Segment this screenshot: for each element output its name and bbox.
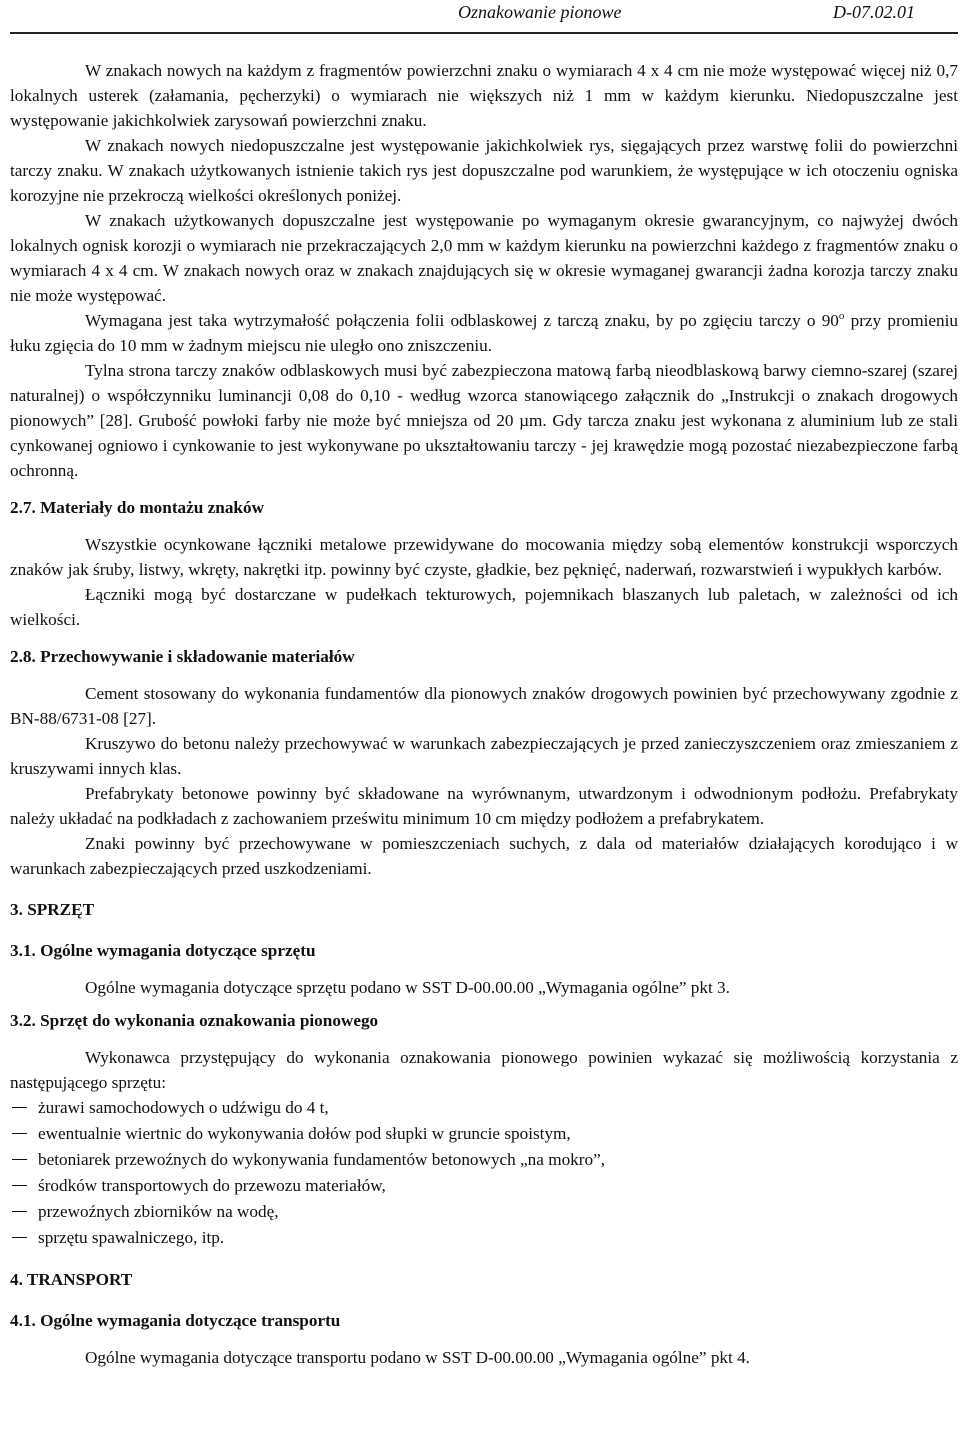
header-divider xyxy=(10,32,958,34)
list-item-text: betoniarek przewoźnych do wykonywania fundamentów betonowych „na mokro”, xyxy=(38,1150,606,1169)
dash-bullet-icon xyxy=(12,1237,27,1238)
section-heading-2-8: 2.8. Przechowywanie i składowanie materiałów xyxy=(10,647,355,666)
paragraph: Wszystkie ocynkowane łączniki metalowe przewidywane do mocowania między sobą elementów konstrukcji wsporczych znaków jak śruby, listwy, wkręty, nakrętki itp. powinny być czyste, gładkie, bez pęknięć, naderwań, rozwarstwień i wypukłych karbów. xyxy=(10,535,958,579)
paragraph-text: Wymagana jest taka wytrzymałość połączenia folii odblaskowej z tarczą znaku, by po zgięciu tarczy o 90 xyxy=(85,311,839,330)
paragraph xyxy=(10,308,958,358)
page-header xyxy=(0,0,960,34)
dash-bullet-icon xyxy=(12,1133,27,1134)
list-item xyxy=(10,1121,958,1147)
paragraph: Cement stosowany do wykonania fundamentów dla pionowych znaków drogowych powinien być przechowywany zgodnie z BN-88/6731-08 [27]. xyxy=(10,684,958,728)
paragraph-text: przy promieniu łuku zgięcia do 10 mm w żadnym miejscu nie uległo ono zniszczeniu. xyxy=(10,311,958,355)
list-item-text: żurawi samochodowych o udźwigu do 4 t, xyxy=(38,1098,329,1117)
list-item xyxy=(10,1147,958,1173)
paragraph: Tylna strona tarczy znaków odblaskowych musi być zabezpieczona matową farbą nieodblaskową barwy ciemno-szarej (szarej naturalnej) o współczynniku luminancji 0,08 do 0,10 - według wzorca stanowiącego załącznik do „Instrukcji o znakach drogowych pionowych” [28]. Grubość powłoki farby nie może być mniejsza od 20 µm. Gdy tarcza znaku jest wykonana z aluminium lub ze stali cynkowanej ogniowo i cynkowanie to jest wykonywane po ukształtowaniu tarczy - jej krawędzie mogą pozostać niezabezpieczone farbą ochronną. xyxy=(10,361,958,480)
degree-superscript: o xyxy=(838,310,845,322)
paragraph: Ogólne wymagania dotyczące transportu podano w SST D-00.00.00 „Wymagania ogólne” pkt 4. xyxy=(85,1348,750,1367)
paragraph: Znaki powinny być przechowywane w pomieszczeniach suchych, z dala od materiałów działających korodująco i w warunkach zabezpieczających przed uszkodzeniami. xyxy=(10,834,958,878)
paragraph: Łączniki mogą być dostarczane w pudełkach tekturowych, pojemnikach blaszanych lub paletach, w zależności od ich wielkości. xyxy=(10,585,958,629)
equipment-list xyxy=(10,1095,958,1251)
paragraph: Prefabrykaty betonowe powinny być składowane na wyrównanym, utwardzonym i odwodnionym podłożu. Prefabrykaty należy układać na podkładach z zachowaniem prześwitu minimum 10 cm między podłożem a prefabrykatem. xyxy=(10,784,958,828)
paragraph: Ogólne wymagania dotyczące sprzętu podano w SST D-00.00.00 „Wymagania ogólne” pkt 3. xyxy=(85,978,730,997)
list-item-text: środków transportowych do przewozu materiałów, xyxy=(38,1176,386,1195)
section-heading-4-1: 4.1. Ogólne wymagania dotyczące transportu xyxy=(10,1311,341,1330)
section-heading-3-2: 3.2. Sprzęt do wykonania oznakowania pionowego xyxy=(10,1011,379,1030)
paragraph: Kruszywo do betonu należy przechowywać w warunkach zabezpieczających je przed zanieczyszczeniem oraz zmieszaniem z kruszywami innych klas. xyxy=(10,734,958,778)
list-item xyxy=(10,1173,958,1199)
paragraph: W znakach nowych niedopuszczalne jest występowanie jakichkolwiek rys, sięgających przez warstwę folii do powierzchni tarczy znaku. W znakach użytkowanych istnienie takich rys jest dopuszczalne pod warunkiem, że występujące w ich otoczeniu ogniska korozyjne nie przekroczą wielkości określonych poniżej. xyxy=(10,136,958,205)
section-heading-3-1: 3.1. Ogólne wymagania dotyczące sprzętu xyxy=(10,941,316,960)
paragraph: Wykonawca przystępujący do wykonania oznakowania pionowego powinien wykazać się możliwością korzystania z następującego sprzętu: xyxy=(10,1048,958,1092)
list-item-text: sprzętu spawalniczego, itp. xyxy=(38,1228,225,1247)
dash-bullet-icon xyxy=(12,1211,27,1212)
header-title: Oznakowanie pionowe xyxy=(458,2,622,22)
list-item-text: ewentualnie wiertnic do wykonywania dołów pod słupki w gruncie spoistym, xyxy=(38,1124,571,1143)
paragraph: W znakach użytkowanych dopuszczalne jest występowanie po wymaganym okresie gwarancyjnym, co najwyżej dwóch lokalnych ognisk korozji o wymiarach nie przekraczających 2,0 mm w każdym kierunku na powierzchni każdego z fragmentów znaku o wymiarach 4 x 4 cm. W znakach nowych oraz w znakach znajdujących się w okresie wymaganej gwarancji żadna korozja tarczy znaku nie może występować. xyxy=(10,211,958,305)
section-heading-4: 4. TRANSPORT xyxy=(10,1270,133,1289)
list-item xyxy=(10,1199,958,1225)
header-document-code: D-07.02.01 xyxy=(833,2,915,22)
list-item xyxy=(10,1095,958,1121)
section-heading-2-7: 2.7. Materiały do montażu znaków xyxy=(10,498,264,517)
section-heading-3: 3. SPRZĘT xyxy=(10,900,95,919)
list-item-text: przewoźnych zbiorników na wodę, xyxy=(38,1202,279,1221)
dash-bullet-icon xyxy=(12,1159,27,1160)
dash-bullet-icon xyxy=(12,1107,27,1108)
document-body xyxy=(10,58,958,1370)
list-item xyxy=(10,1225,958,1251)
paragraph: W znakach nowych na każdym z fragmentów powierzchni znaku o wymiarach 4 x 4 cm nie może występować więcej niż 0,7 lokalnych usterek (załamania, pęcherzyki) o wymiarach nie większych niż 1 mm w każdym kierunku. Niedopuszczalne jest występowanie jakichkolwiek zarysowań powierzchni znaku. xyxy=(10,61,958,130)
dash-bullet-icon xyxy=(12,1185,27,1186)
